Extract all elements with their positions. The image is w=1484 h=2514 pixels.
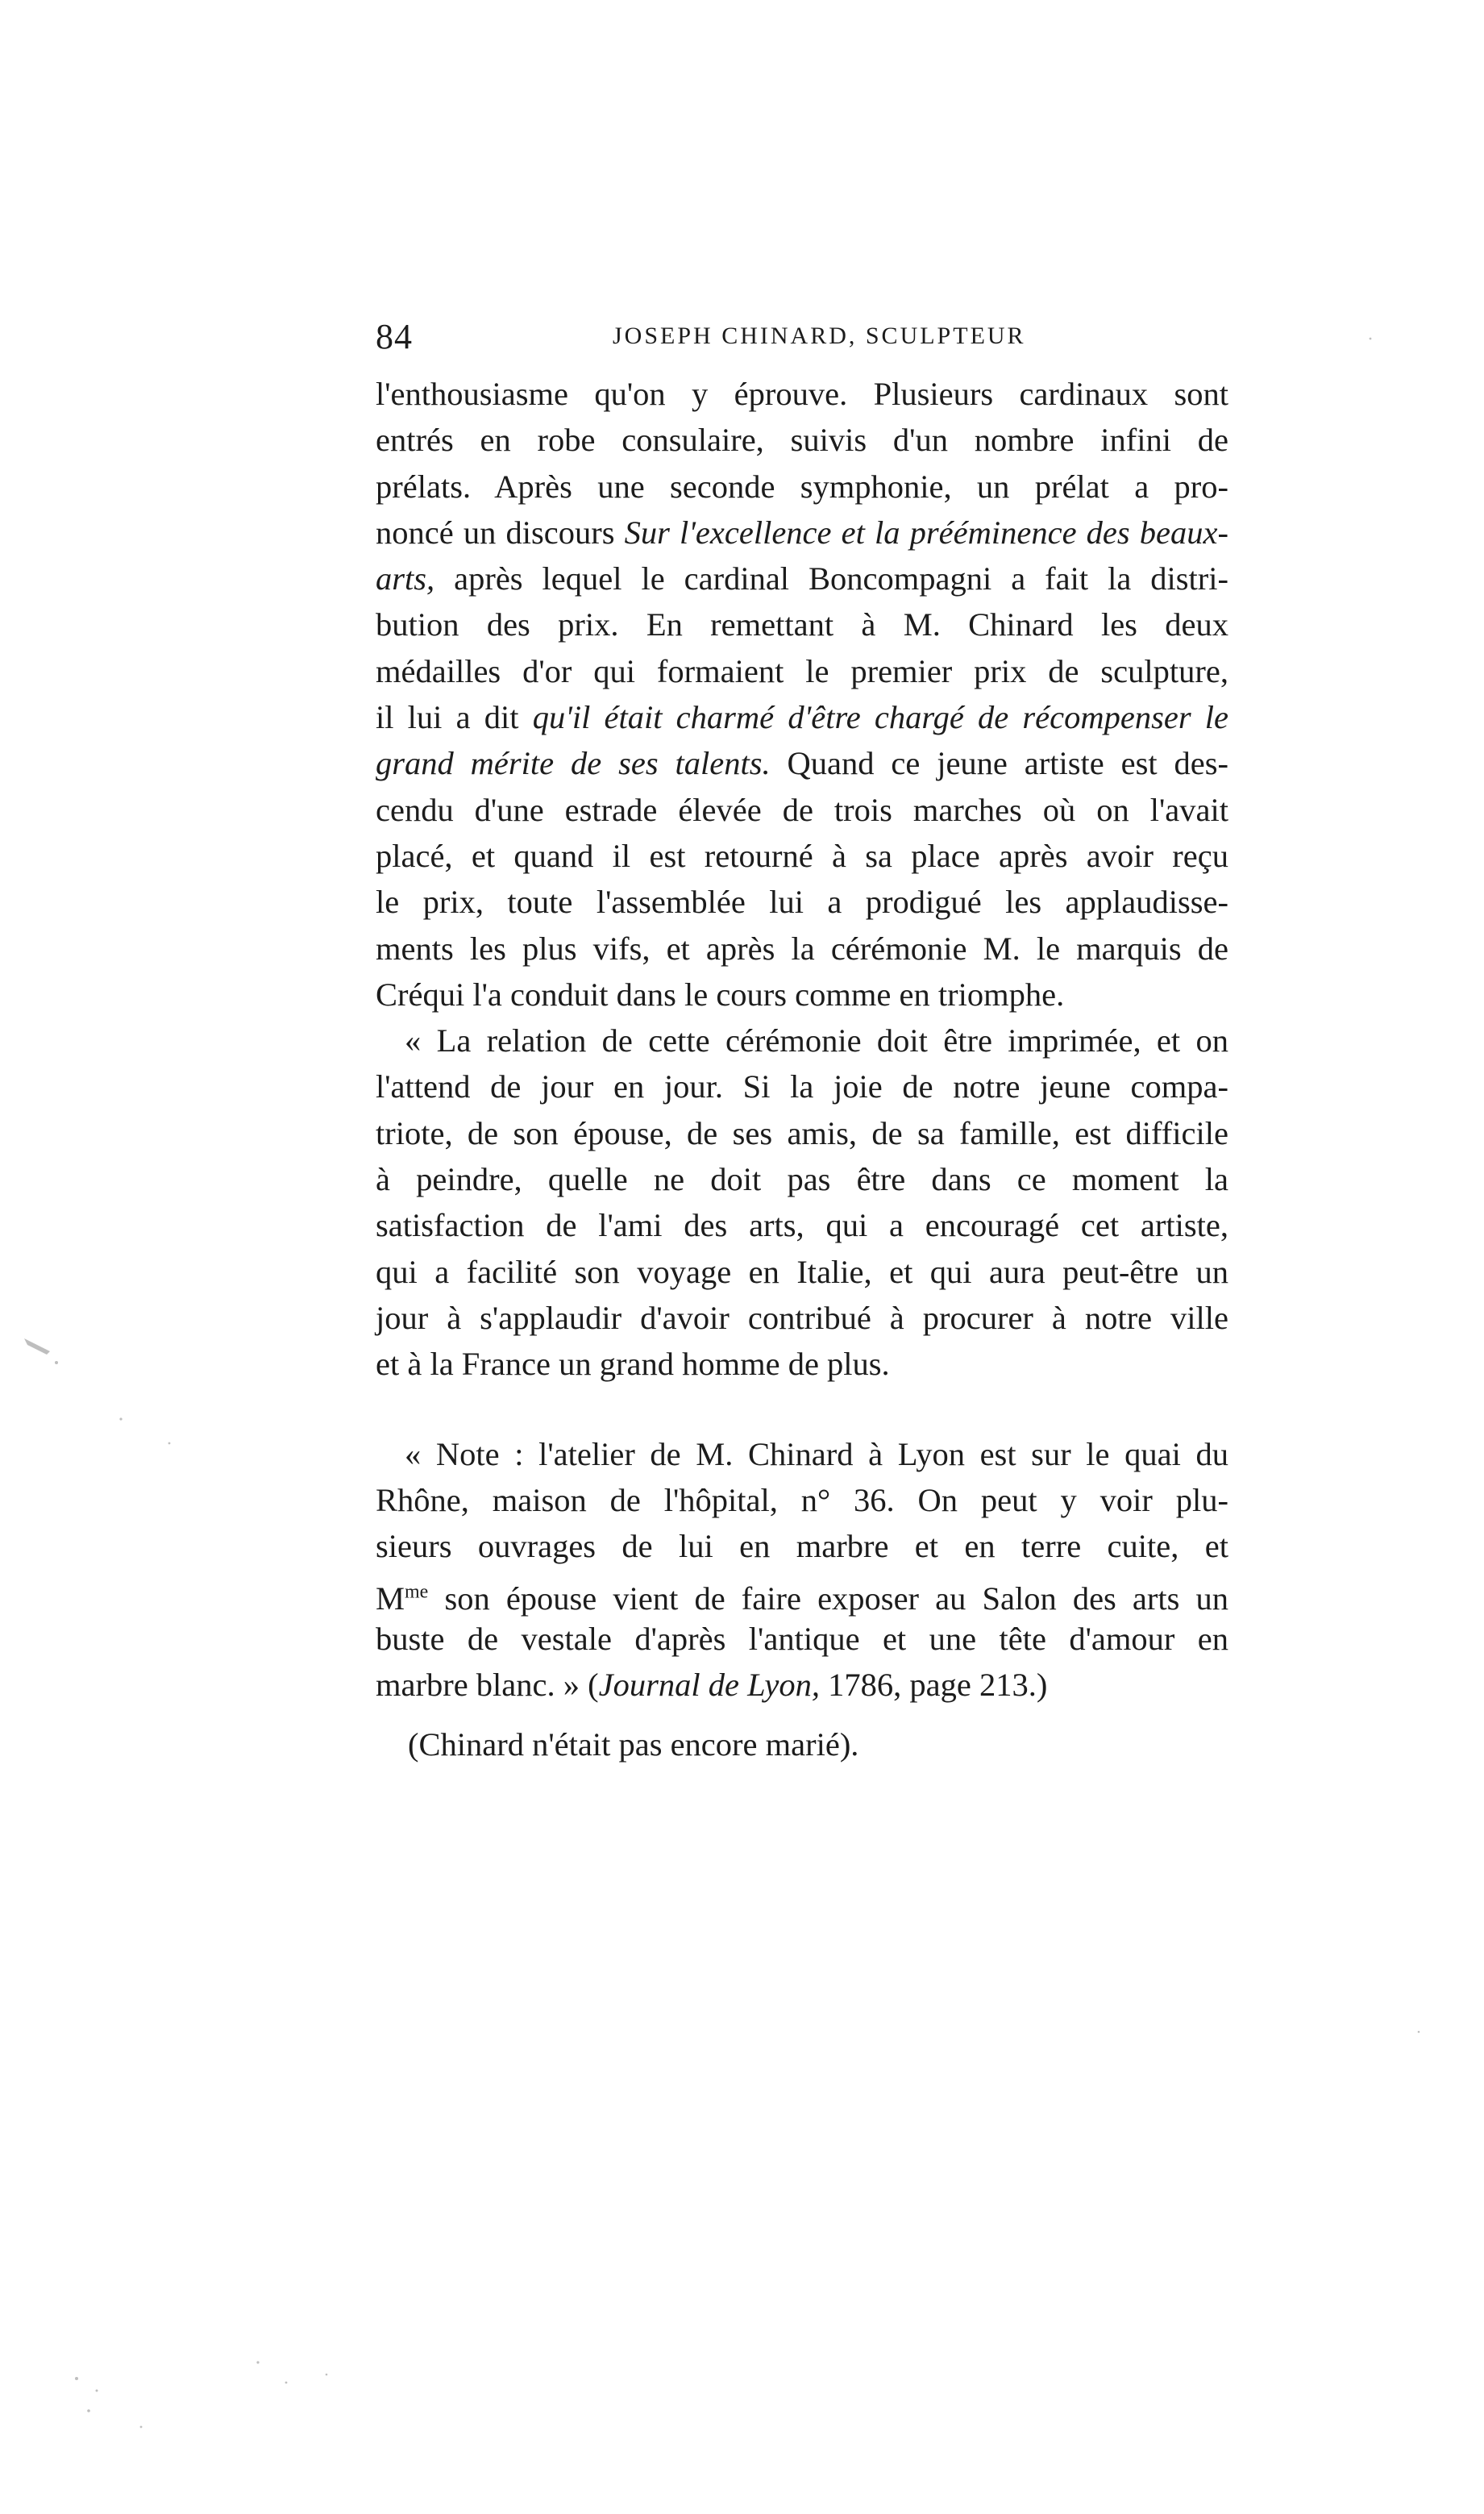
text-run: noncé un discours bbox=[376, 514, 625, 551]
text-run: et à la France un grand homme de plus. bbox=[376, 1346, 890, 1383]
text-run: Quand ce jeune artiste est des- bbox=[770, 745, 1228, 782]
text-line bbox=[376, 740, 1228, 786]
page-header bbox=[376, 316, 1228, 364]
text-line bbox=[376, 879, 1228, 925]
paragraph bbox=[376, 1431, 1228, 1709]
text-run: après lequel le cardinal Boncompagni a fait la distri- bbox=[434, 560, 1228, 597]
text-run: l'attend de jour en jour. Si la joie de notre jeune compa- bbox=[376, 1068, 1228, 1105]
text-line bbox=[376, 1616, 1228, 1662]
text-run: ments les plus vifs, et après la cérémonie M. le marquis de bbox=[376, 930, 1228, 967]
text-run: il lui a dit bbox=[376, 699, 533, 736]
italic-text: Journal de Lyon, bbox=[598, 1667, 821, 1704]
text-run: le prix, toute l'assemblée lui a prodigué les applaudisse- bbox=[376, 884, 1228, 921]
text-line bbox=[376, 1523, 1228, 1569]
italic-text: Sur l'excellence et la prééminence des beaux- bbox=[624, 514, 1228, 551]
text-run: 1786, page 213.) bbox=[820, 1667, 1048, 1704]
text-line bbox=[376, 787, 1228, 833]
text-line bbox=[376, 1341, 1228, 1387]
text-line bbox=[376, 510, 1228, 556]
text-run: entrés en robe consulaire, suivis d'un nombre infini de bbox=[376, 422, 1228, 459]
text-run: bution des prix. En remettant à M. Chinard les deux bbox=[376, 606, 1228, 643]
text-run: médailles d'or qui formaient le premier prix de sculpture, bbox=[376, 652, 1228, 689]
running-head: JOSEPH CHINARD, SCULPTEUR bbox=[613, 323, 1026, 349]
text-run: $M^{me}$ son épouse vient de faire exposer au Salon des arts un bbox=[376, 1580, 1228, 1617]
text-run: placé, et quand il est retourné à sa place après avoir reçu bbox=[376, 837, 1228, 874]
text-line bbox=[376, 601, 1228, 647]
text-line bbox=[376, 694, 1228, 740]
text-run: buste de vestale d'après l'antique et une tête d'amour en bbox=[376, 1620, 1228, 1657]
italic-text: qu'il était charmé d'être chargé de récompenser le bbox=[532, 699, 1228, 736]
text-line bbox=[376, 371, 1228, 417]
text-run: « Note : l'atelier de M. Chinard à Lyon est sur le quai du bbox=[405, 1435, 1228, 1472]
text-line bbox=[376, 1202, 1228, 1248]
text-run: Créqui l'a conduit dans le cours comme en triomphe. bbox=[376, 976, 1065, 1013]
paragraph bbox=[376, 1018, 1228, 1387]
text-line bbox=[376, 464, 1228, 510]
paragraph bbox=[376, 371, 1228, 1018]
text-run: Rhône, maison de l'hôpital, n° 36. On peut y voir plu- bbox=[376, 1481, 1228, 1518]
text-line bbox=[376, 833, 1228, 879]
text-line bbox=[376, 1662, 1228, 1708]
paragraph-gap bbox=[376, 1388, 1228, 1431]
text-line bbox=[376, 1018, 1228, 1063]
text-run: « La relation de cette cérémonie doit être imprimée, et on bbox=[405, 1022, 1228, 1059]
text-run: prélats. Après une seconde symphonie, un prélat a pro- bbox=[376, 468, 1228, 505]
text-line bbox=[376, 1477, 1228, 1523]
text-run: satisfaction de l'ami des arts, qui a encouragé cet artiste, bbox=[376, 1207, 1228, 1244]
closing-note: (Chinard n'était pas encore marié). bbox=[408, 1726, 859, 1763]
text-line bbox=[376, 648, 1228, 694]
text-line bbox=[376, 1063, 1228, 1109]
text-line bbox=[376, 556, 1228, 601]
superscript: me bbox=[405, 1581, 429, 1603]
text-line bbox=[376, 417, 1228, 463]
text-line bbox=[376, 1156, 1228, 1202]
text-run: qui a facilité son voyage en Italie, et qui aura peut-être un bbox=[376, 1253, 1228, 1290]
text-line bbox=[376, 1569, 1228, 1615]
text-run: l'enthousiasme qu'on y éprouve. Plusieurs cardinaux sont bbox=[376, 376, 1228, 412]
text-run: à peindre, quelle ne doit pas être dans ce moment la bbox=[376, 1161, 1228, 1198]
text-line bbox=[376, 1110, 1228, 1156]
italic-text: grand mérite de ses talents. bbox=[376, 745, 771, 782]
text-line bbox=[376, 972, 1228, 1018]
text-line bbox=[376, 1295, 1228, 1341]
text-run: sieurs ouvrages de lui en marbre et en terre cuite, et bbox=[376, 1528, 1228, 1565]
italic-text: arts, bbox=[376, 560, 435, 597]
text-line bbox=[376, 1249, 1228, 1295]
text-run: triote, de son épouse, de ses amis, de sa famille, est difficile bbox=[376, 1114, 1228, 1151]
text-line bbox=[376, 1431, 1228, 1477]
text-line bbox=[376, 926, 1228, 972]
text-run: cendu d'une estrade élevée de trois marches où on l'avait bbox=[376, 791, 1228, 828]
text-run: jour à s'applaudir d'avoir contribué à procurer à notre ville bbox=[376, 1299, 1228, 1336]
body-text bbox=[376, 371, 1228, 1708]
page-number: 84 bbox=[376, 317, 413, 356]
text-run: marbre blanc. » ( bbox=[376, 1667, 599, 1704]
